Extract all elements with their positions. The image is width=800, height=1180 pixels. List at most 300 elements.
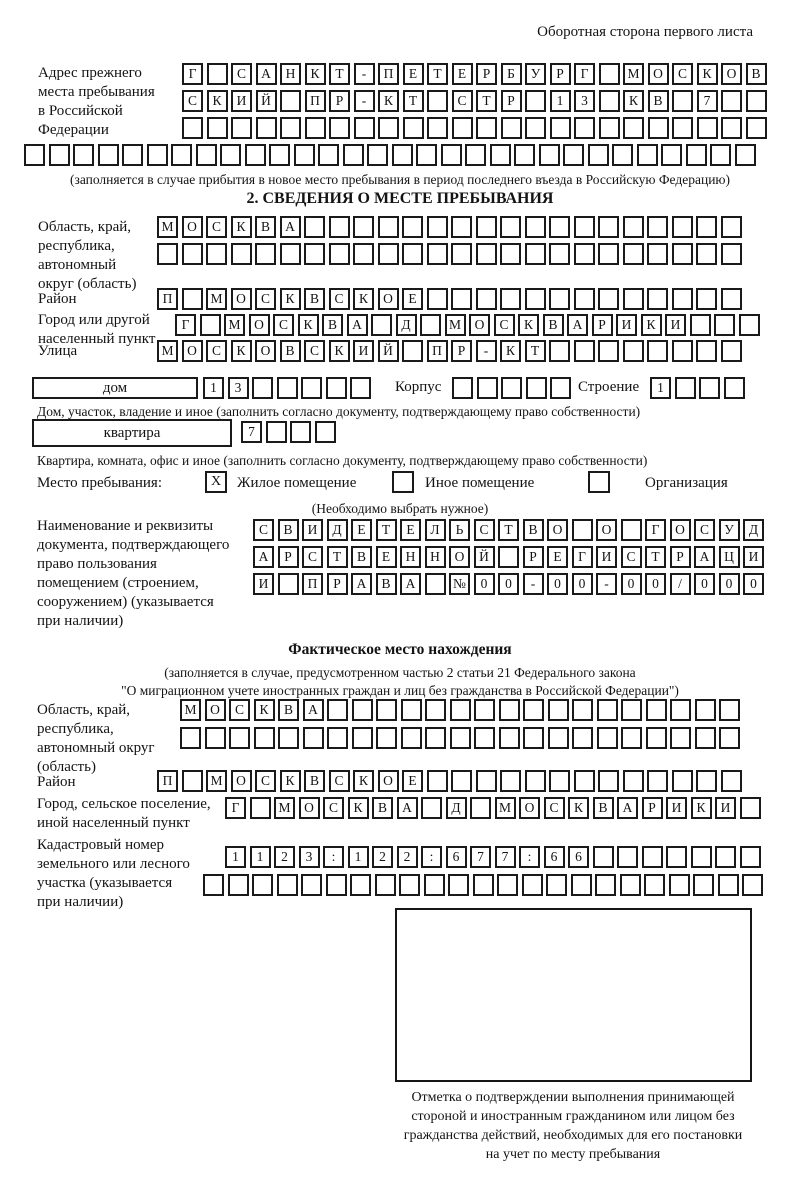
char-box[interactable]: [621, 727, 642, 749]
char-box[interactable]: [672, 288, 693, 310]
char-box[interactable]: О: [249, 314, 270, 336]
char-box[interactable]: С: [302, 546, 323, 568]
char-box[interactable]: К: [280, 770, 301, 792]
char-box[interactable]: [572, 699, 593, 721]
char-box[interactable]: Н: [425, 546, 446, 568]
char-box[interactable]: [200, 314, 221, 336]
char-box[interactable]: [378, 216, 399, 238]
char-box[interactable]: [642, 846, 663, 868]
char-box[interactable]: [672, 216, 693, 238]
char-box[interactable]: Р: [550, 63, 571, 85]
char-box[interactable]: [672, 117, 693, 139]
char-box[interactable]: [329, 216, 350, 238]
char-box[interactable]: Т: [427, 63, 448, 85]
apartment-type-box[interactable]: квартира: [32, 419, 232, 447]
char-box[interactable]: [746, 117, 767, 139]
char-box[interactable]: В: [372, 797, 393, 819]
char-box[interactable]: [598, 770, 619, 792]
char-box[interactable]: [427, 770, 448, 792]
char-box[interactable]: О: [469, 314, 490, 336]
char-box[interactable]: С: [323, 797, 344, 819]
char-box[interactable]: А: [280, 216, 301, 238]
char-box[interactable]: Г: [645, 519, 666, 541]
char-box[interactable]: 3: [299, 846, 320, 868]
char-box[interactable]: Й: [378, 340, 399, 362]
char-box[interactable]: 0: [621, 573, 642, 595]
char-box[interactable]: [182, 117, 203, 139]
char-box[interactable]: К: [697, 63, 718, 85]
char-box[interactable]: [392, 144, 413, 166]
char-box[interactable]: А: [303, 699, 324, 721]
char-box[interactable]: С: [273, 314, 294, 336]
char-box[interactable]: [742, 874, 763, 896]
char-box[interactable]: [525, 288, 546, 310]
char-box[interactable]: 3: [574, 90, 595, 112]
char-box[interactable]: 1: [225, 846, 246, 868]
char-box[interactable]: [371, 314, 392, 336]
char-box[interactable]: [425, 699, 446, 721]
char-box[interactable]: Г: [572, 546, 593, 568]
char-box[interactable]: А: [347, 314, 368, 336]
char-box[interactable]: [647, 288, 668, 310]
char-box[interactable]: 1: [550, 90, 571, 112]
char-box[interactable]: [303, 727, 324, 749]
char-box[interactable]: [425, 727, 446, 749]
char-box[interactable]: [476, 117, 497, 139]
char-box[interactable]: [448, 874, 469, 896]
char-box[interactable]: И: [302, 519, 323, 541]
char-box[interactable]: [451, 288, 472, 310]
char-box[interactable]: И: [666, 797, 687, 819]
char-box[interactable]: П: [378, 63, 399, 85]
char-box[interactable]: Р: [329, 90, 350, 112]
char-box[interactable]: [327, 727, 348, 749]
char-box[interactable]: [739, 314, 760, 336]
char-box[interactable]: К: [305, 63, 326, 85]
char-box[interactable]: [401, 699, 422, 721]
char-box[interactable]: И: [253, 573, 274, 595]
char-box[interactable]: [710, 144, 731, 166]
char-box[interactable]: О: [449, 546, 470, 568]
char-box[interactable]: [465, 144, 486, 166]
char-box[interactable]: С: [452, 90, 473, 112]
char-box[interactable]: -: [354, 90, 375, 112]
char-box[interactable]: К: [500, 340, 521, 362]
char-box[interactable]: П: [157, 288, 178, 310]
char-box[interactable]: [231, 117, 252, 139]
char-box[interactable]: Л: [425, 519, 446, 541]
char-box[interactable]: М: [157, 340, 178, 362]
char-box[interactable]: [476, 243, 497, 265]
char-box[interactable]: [721, 770, 742, 792]
char-box[interactable]: [427, 288, 448, 310]
char-box[interactable]: [245, 144, 266, 166]
char-box[interactable]: [498, 546, 519, 568]
char-box[interactable]: [122, 144, 143, 166]
char-box[interactable]: [452, 117, 473, 139]
char-box[interactable]: [597, 727, 618, 749]
char-box[interactable]: [476, 288, 497, 310]
char-box[interactable]: С: [329, 288, 350, 310]
char-box[interactable]: С: [206, 340, 227, 362]
char-box[interactable]: [525, 216, 546, 238]
char-box[interactable]: [696, 243, 717, 265]
char-box[interactable]: 6: [568, 846, 589, 868]
char-box[interactable]: Г: [225, 797, 246, 819]
char-box[interactable]: [598, 243, 619, 265]
char-box[interactable]: [301, 874, 322, 896]
char-box[interactable]: Ь: [449, 519, 470, 541]
char-box[interactable]: [207, 117, 228, 139]
char-box[interactable]: П: [305, 90, 326, 112]
char-box[interactable]: [350, 377, 371, 399]
char-box[interactable]: [598, 340, 619, 362]
char-box[interactable]: [473, 874, 494, 896]
char-box[interactable]: [266, 421, 287, 443]
char-box[interactable]: [724, 377, 745, 399]
char-box[interactable]: 2: [372, 846, 393, 868]
char-box[interactable]: Е: [403, 63, 424, 85]
char-box[interactable]: [500, 288, 521, 310]
char-box[interactable]: М: [274, 797, 295, 819]
char-box[interactable]: [228, 874, 249, 896]
char-box[interactable]: [375, 874, 396, 896]
char-box[interactable]: [500, 216, 521, 238]
char-box[interactable]: [715, 846, 736, 868]
char-box[interactable]: К: [231, 340, 252, 362]
char-box[interactable]: И: [596, 546, 617, 568]
char-box[interactable]: 1: [250, 846, 271, 868]
char-box[interactable]: [574, 243, 595, 265]
char-box[interactable]: [646, 727, 667, 749]
char-box[interactable]: [196, 144, 217, 166]
char-box[interactable]: [637, 144, 658, 166]
char-box[interactable]: [696, 340, 717, 362]
char-box[interactable]: П: [302, 573, 323, 595]
char-box[interactable]: [644, 874, 665, 896]
char-box[interactable]: [402, 340, 423, 362]
char-box[interactable]: С: [255, 770, 276, 792]
char-box[interactable]: [691, 846, 712, 868]
char-box[interactable]: [376, 699, 397, 721]
char-box[interactable]: [403, 117, 424, 139]
char-box[interactable]: [572, 519, 593, 541]
char-box[interactable]: Р: [642, 797, 663, 819]
char-box[interactable]: [525, 243, 546, 265]
char-box[interactable]: 1: [203, 377, 224, 399]
char-box[interactable]: 0: [547, 573, 568, 595]
char-box[interactable]: О: [205, 699, 226, 721]
char-box[interactable]: Г: [175, 314, 196, 336]
char-box[interactable]: [450, 727, 471, 749]
char-box[interactable]: [623, 216, 644, 238]
char-box[interactable]: [719, 699, 740, 721]
char-box[interactable]: [171, 144, 192, 166]
char-box[interactable]: [646, 699, 667, 721]
char-box[interactable]: В: [278, 519, 299, 541]
char-box[interactable]: [593, 846, 614, 868]
char-box[interactable]: [623, 117, 644, 139]
char-box[interactable]: [327, 699, 348, 721]
char-box[interactable]: С: [231, 63, 252, 85]
char-box[interactable]: Р: [327, 573, 348, 595]
char-box[interactable]: Д: [396, 314, 417, 336]
char-box[interactable]: М: [445, 314, 466, 336]
char-box[interactable]: [647, 243, 668, 265]
char-box[interactable]: [182, 243, 203, 265]
char-box[interactable]: С: [206, 216, 227, 238]
char-box[interactable]: [182, 288, 203, 310]
char-box[interactable]: [695, 727, 716, 749]
char-box[interactable]: [343, 144, 364, 166]
char-box[interactable]: [73, 144, 94, 166]
char-box[interactable]: [617, 846, 638, 868]
char-box[interactable]: 0: [694, 573, 715, 595]
char-box[interactable]: /: [670, 573, 691, 595]
char-box[interactable]: [695, 699, 716, 721]
char-box[interactable]: В: [304, 770, 325, 792]
char-box[interactable]: [399, 874, 420, 896]
char-box[interactable]: [612, 144, 633, 166]
char-box[interactable]: 0: [743, 573, 764, 595]
char-box[interactable]: [451, 243, 472, 265]
char-box[interactable]: И: [715, 797, 736, 819]
char-box[interactable]: [548, 699, 569, 721]
char-box[interactable]: [735, 144, 756, 166]
char-box[interactable]: [157, 243, 178, 265]
char-box[interactable]: [523, 727, 544, 749]
char-box[interactable]: 0: [645, 573, 666, 595]
char-box[interactable]: [675, 377, 696, 399]
char-box[interactable]: А: [567, 314, 588, 336]
char-box[interactable]: [352, 699, 373, 721]
char-box[interactable]: О: [231, 770, 252, 792]
char-box[interactable]: [672, 90, 693, 112]
char-box[interactable]: [254, 727, 275, 749]
char-box[interactable]: К: [568, 797, 589, 819]
char-box[interactable]: [740, 797, 761, 819]
char-box[interactable]: [525, 770, 546, 792]
char-box[interactable]: С: [304, 340, 325, 362]
char-box[interactable]: [490, 144, 511, 166]
char-box[interactable]: [421, 797, 442, 819]
char-box[interactable]: Р: [523, 546, 544, 568]
char-box[interactable]: О: [378, 288, 399, 310]
char-box[interactable]: В: [255, 216, 276, 238]
char-box[interactable]: К: [254, 699, 275, 721]
char-box[interactable]: [598, 216, 619, 238]
char-box[interactable]: [205, 727, 226, 749]
char-box[interactable]: К: [280, 288, 301, 310]
char-box[interactable]: [206, 243, 227, 265]
char-box[interactable]: [539, 144, 560, 166]
char-box[interactable]: У: [525, 63, 546, 85]
char-box[interactable]: [441, 144, 462, 166]
char-box[interactable]: К: [298, 314, 319, 336]
char-box[interactable]: К: [207, 90, 228, 112]
char-box[interactable]: [329, 243, 350, 265]
char-box[interactable]: [378, 243, 399, 265]
char-box[interactable]: [427, 90, 448, 112]
char-box[interactable]: [550, 117, 571, 139]
char-box[interactable]: 7: [241, 421, 262, 443]
char-box[interactable]: [549, 216, 570, 238]
char-box[interactable]: Е: [351, 519, 372, 541]
char-box[interactable]: Т: [376, 519, 397, 541]
char-box[interactable]: [255, 243, 276, 265]
char-box[interactable]: Р: [501, 90, 522, 112]
char-box[interactable]: -: [476, 340, 497, 362]
char-box[interactable]: В: [280, 340, 301, 362]
char-box[interactable]: О: [648, 63, 669, 85]
char-box[interactable]: А: [351, 573, 372, 595]
char-box[interactable]: [499, 727, 520, 749]
char-box[interactable]: [669, 874, 690, 896]
char-box[interactable]: [497, 874, 518, 896]
char-box[interactable]: [427, 117, 448, 139]
char-box[interactable]: С: [229, 699, 250, 721]
char-box[interactable]: [523, 699, 544, 721]
char-box[interactable]: О: [231, 288, 252, 310]
char-box[interactable]: [147, 144, 168, 166]
char-box[interactable]: Р: [278, 546, 299, 568]
char-box[interactable]: В: [304, 288, 325, 310]
char-box[interactable]: Т: [329, 63, 350, 85]
char-box[interactable]: К: [518, 314, 539, 336]
char-box[interactable]: [588, 144, 609, 166]
char-box[interactable]: [229, 727, 250, 749]
char-box[interactable]: 2: [274, 846, 295, 868]
char-box[interactable]: [378, 117, 399, 139]
char-box[interactable]: [294, 144, 315, 166]
char-box[interactable]: [450, 699, 471, 721]
char-box[interactable]: [666, 846, 687, 868]
char-box[interactable]: 1: [348, 846, 369, 868]
char-box[interactable]: [416, 144, 437, 166]
char-box[interactable]: Г: [182, 63, 203, 85]
char-box[interactable]: [256, 117, 277, 139]
char-box[interactable]: О: [670, 519, 691, 541]
char-box[interactable]: К: [691, 797, 712, 819]
char-box[interactable]: М: [495, 797, 516, 819]
char-box[interactable]: [696, 216, 717, 238]
char-box[interactable]: [304, 216, 325, 238]
char-box[interactable]: [451, 216, 472, 238]
char-box[interactable]: [474, 727, 495, 749]
char-box[interactable]: [451, 770, 472, 792]
char-box[interactable]: [721, 90, 742, 112]
char-box[interactable]: [500, 770, 521, 792]
char-box[interactable]: [721, 340, 742, 362]
char-box[interactable]: [721, 216, 742, 238]
char-box[interactable]: О: [182, 216, 203, 238]
char-box[interactable]: 7: [470, 846, 491, 868]
char-box[interactable]: И: [616, 314, 637, 336]
char-box[interactable]: [696, 770, 717, 792]
char-box[interactable]: [571, 874, 592, 896]
char-box[interactable]: [305, 117, 326, 139]
char-box[interactable]: 0: [719, 573, 740, 595]
char-box[interactable]: [697, 117, 718, 139]
char-box[interactable]: [549, 243, 570, 265]
char-box[interactable]: [549, 340, 570, 362]
char-box[interactable]: [353, 216, 374, 238]
char-box[interactable]: Б: [501, 63, 522, 85]
char-box[interactable]: [574, 216, 595, 238]
char-box[interactable]: [550, 377, 571, 399]
char-box[interactable]: :: [519, 846, 540, 868]
char-box[interactable]: О: [721, 63, 742, 85]
char-box[interactable]: [693, 874, 714, 896]
char-box[interactable]: [352, 727, 373, 749]
char-box[interactable]: [278, 573, 299, 595]
char-box[interactable]: [672, 770, 693, 792]
char-box[interactable]: [277, 377, 298, 399]
char-box[interactable]: 3: [228, 377, 249, 399]
char-box[interactable]: [326, 874, 347, 896]
char-box[interactable]: [304, 243, 325, 265]
char-box[interactable]: [620, 874, 641, 896]
char-box[interactable]: А: [617, 797, 638, 819]
char-box[interactable]: Т: [327, 546, 348, 568]
char-box[interactable]: К: [641, 314, 662, 336]
char-box[interactable]: Р: [476, 63, 497, 85]
char-box[interactable]: [574, 117, 595, 139]
char-box[interactable]: [549, 288, 570, 310]
char-box[interactable]: [599, 117, 620, 139]
char-box[interactable]: С: [253, 519, 274, 541]
char-box[interactable]: О: [378, 770, 399, 792]
char-box[interactable]: 0: [474, 573, 495, 595]
char-box[interactable]: [182, 770, 203, 792]
char-box[interactable]: М: [206, 770, 227, 792]
char-box[interactable]: [718, 874, 739, 896]
char-box[interactable]: [280, 90, 301, 112]
char-box[interactable]: С: [494, 314, 515, 336]
char-box[interactable]: [401, 727, 422, 749]
char-box[interactable]: [376, 727, 397, 749]
char-box[interactable]: К: [353, 770, 374, 792]
char-box[interactable]: О: [182, 340, 203, 362]
char-box[interactable]: №: [449, 573, 470, 595]
char-box[interactable]: 0: [572, 573, 593, 595]
char-box[interactable]: И: [353, 340, 374, 362]
char-box[interactable]: С: [694, 519, 715, 541]
char-box[interactable]: [329, 117, 350, 139]
char-box[interactable]: [740, 846, 761, 868]
char-box[interactable]: [721, 117, 742, 139]
char-box[interactable]: Е: [400, 519, 421, 541]
char-box[interactable]: [474, 699, 495, 721]
char-box[interactable]: [595, 874, 616, 896]
char-box[interactable]: [672, 340, 693, 362]
char-box[interactable]: [670, 727, 691, 749]
char-box[interactable]: [599, 63, 620, 85]
char-box[interactable]: С: [474, 519, 495, 541]
char-box[interactable]: [746, 90, 767, 112]
char-box[interactable]: П: [157, 770, 178, 792]
char-box[interactable]: 6: [544, 846, 565, 868]
char-box[interactable]: [574, 770, 595, 792]
char-box[interactable]: [427, 243, 448, 265]
char-box[interactable]: К: [378, 90, 399, 112]
char-box[interactable]: [548, 727, 569, 749]
char-box[interactable]: К: [329, 340, 350, 362]
char-box[interactable]: 1: [650, 377, 671, 399]
char-box[interactable]: С: [182, 90, 203, 112]
char-box[interactable]: И: [743, 546, 764, 568]
char-box[interactable]: [546, 874, 567, 896]
